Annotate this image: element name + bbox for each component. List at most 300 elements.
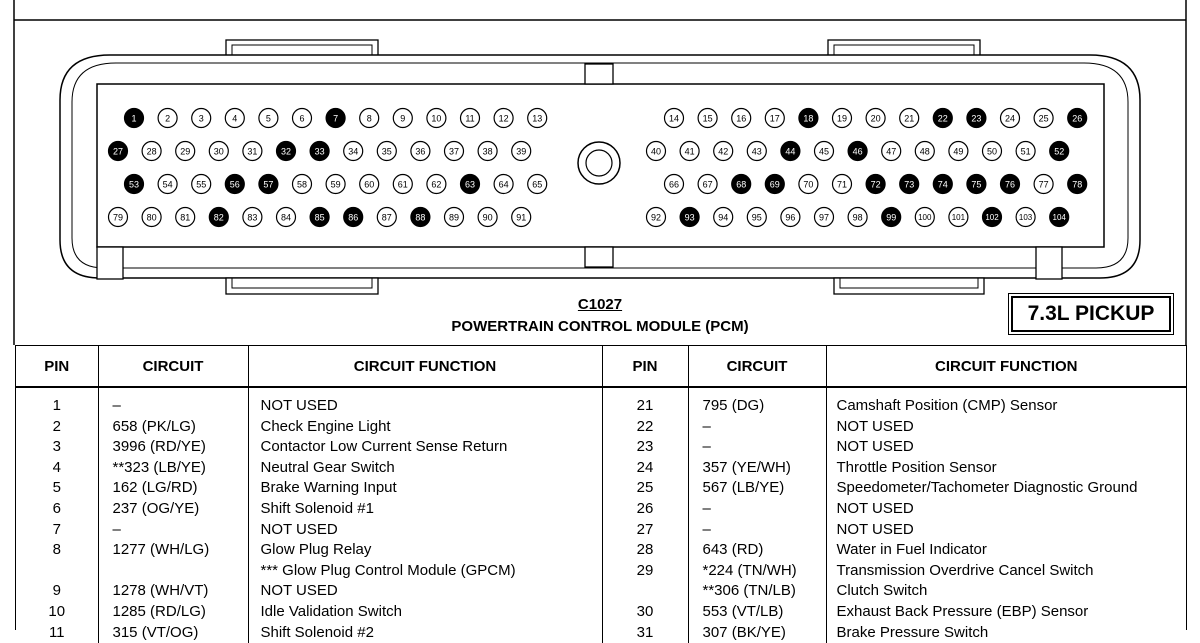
pin-label: 18 (803, 113, 814, 124)
pin-label: 28 (146, 146, 157, 157)
table-cell: Speedometer/Tachometer Diagnostic Ground (826, 478, 1186, 499)
pin-label: 58 (296, 179, 308, 190)
pin-26 (1068, 109, 1087, 128)
table-cell: 30 (602, 602, 688, 623)
table-cell: – (688, 417, 826, 438)
table-cell: Camshaft Position (CMP) Sensor (826, 387, 1186, 417)
pin-label: 104 (1052, 213, 1066, 222)
pin-64 (494, 175, 513, 194)
table-cell: – (688, 437, 826, 458)
pin-29 (176, 142, 195, 161)
pin-61 (393, 175, 412, 194)
table-cell (16, 561, 98, 582)
pin-27 (109, 142, 128, 161)
table-cell: Contactor Low Current Sense Return (248, 437, 602, 458)
pin-label: 53 (128, 179, 140, 190)
pin-label: 84 (280, 212, 292, 223)
pin-57 (259, 175, 278, 194)
table-row (16, 581, 1186, 602)
pin-label: 56 (229, 179, 240, 190)
pin-21 (900, 109, 919, 128)
top-key (585, 64, 613, 84)
table-cell: 658 (PK/LG) (98, 417, 248, 438)
pin-93 (680, 208, 699, 227)
pin-label: 75 (971, 179, 982, 190)
table-cell: Shift Solenoid #1 (248, 499, 602, 520)
table-cell: 27 (602, 520, 688, 541)
table-cell: 9 (52, 582, 61, 600)
pin-label: 37 (448, 146, 460, 157)
pin-label: 44 (785, 146, 796, 157)
pin-46 (848, 142, 867, 161)
pin-label: 21 (904, 113, 915, 124)
table-cell: Clutch Switch (826, 581, 1186, 602)
pin-label: 10 (431, 113, 442, 124)
pin-label: 86 (348, 212, 359, 223)
table-cell: 1 (52, 397, 61, 414)
pin-59 (326, 175, 345, 194)
table-cell: 567 (LB/YE) (688, 478, 826, 499)
pin-31 (243, 142, 262, 161)
table-cell: NOT USED (248, 520, 602, 541)
top-left-latch (226, 40, 378, 56)
pin-95 (747, 208, 766, 227)
pin-label: 95 (751, 212, 762, 223)
pin-label: 50 (986, 146, 998, 157)
table-cell: 237 (OG/YE) (98, 499, 248, 520)
pin-62 (427, 175, 446, 194)
pin-41 (680, 142, 699, 161)
table-row (16, 540, 1186, 561)
pin-78 (1068, 175, 1087, 194)
pin-label: 1 (131, 113, 137, 124)
pin-82 (209, 208, 228, 227)
pin-79 (109, 208, 128, 227)
pin-74 (933, 175, 952, 194)
pin-89 (445, 208, 464, 227)
table-row (16, 499, 1186, 520)
pin-label: 6 (299, 113, 305, 124)
pin-15 (698, 109, 717, 128)
pin-label: 88 (415, 212, 426, 223)
pin-20 (866, 109, 885, 128)
pin-label: 27 (112, 146, 124, 157)
table-cell: 2 (52, 417, 61, 435)
pin-label: 64 (498, 179, 509, 190)
pin-label: 26 (1072, 113, 1083, 124)
pin-10 (427, 109, 446, 128)
pin-label: 103 (1018, 213, 1033, 222)
pin-17 (765, 109, 784, 128)
pin-91 (512, 208, 531, 227)
pin-label: 61 (397, 179, 408, 190)
pin-label: 20 (870, 113, 881, 124)
pin-98 (848, 208, 867, 227)
pin-77 (1034, 175, 1053, 194)
table-cell: 1278 (WH/VT) (98, 581, 248, 602)
pin-90 (478, 208, 497, 227)
pin-49 (949, 142, 968, 161)
pin-label: 76 (1004, 179, 1016, 190)
pin-45 (815, 142, 834, 161)
table-cell: – (98, 387, 248, 417)
pin-63 (461, 175, 480, 194)
table-row (16, 602, 1186, 623)
pin-6 (293, 109, 312, 128)
connector-diagram (0, 0, 1200, 300)
pin-11 (461, 109, 480, 128)
pin-86 (344, 208, 363, 227)
pin-81 (176, 208, 195, 227)
pin-label: 17 (769, 113, 780, 124)
table-cell: 162 (LG/RD) (98, 478, 248, 499)
table-cell: – (688, 520, 826, 541)
pin-label: 69 (769, 179, 780, 190)
pin-2 (158, 109, 177, 128)
table-cell: Idle Validation Switch (248, 602, 602, 623)
pin-66 (665, 175, 684, 194)
pin-label: 14 (668, 113, 680, 124)
pin-103 (1016, 208, 1035, 227)
table-cell: 307 (BK/YE) (688, 623, 826, 643)
table-cell: 24 (602, 458, 688, 479)
table-cell: *224 (TN/WH) (688, 561, 826, 582)
pin-label: 72 (870, 179, 881, 190)
pin-label: 30 (213, 146, 224, 157)
pin-label: 40 (650, 146, 662, 157)
pin-label: 5 (265, 113, 271, 124)
table-cell: 795 (DG) (688, 387, 826, 417)
pin-label: 49 (953, 146, 964, 157)
table-cell: 553 (VT/LB) (688, 602, 826, 623)
table-cell: 23 (602, 437, 688, 458)
pin-53 (125, 175, 144, 194)
pin-label: 93 (684, 212, 695, 223)
table-cell (602, 581, 688, 602)
pin-label: 74 (937, 179, 948, 190)
pin-label: 35 (381, 146, 392, 157)
pin-75 (967, 175, 986, 194)
pin-label: 87 (381, 212, 392, 223)
table-cell: NOT USED (826, 437, 1186, 458)
pin-8 (360, 109, 379, 128)
pin-label: 89 (448, 212, 460, 223)
pin-label: 45 (818, 146, 830, 157)
column-header: PIN (16, 346, 98, 388)
table-cell: 25 (602, 478, 688, 499)
pin-70 (799, 175, 818, 194)
table-cell: 643 (RD) (688, 540, 826, 561)
table-cell: 1277 (WH/LG) (98, 540, 248, 561)
pin-3 (192, 109, 211, 128)
table-cell: **306 (TN/LB) (688, 581, 826, 602)
pin-label: 51 (1020, 146, 1031, 157)
pin-71 (833, 175, 852, 194)
bottom-left-latch (226, 278, 378, 294)
pin-56 (225, 175, 244, 194)
pin-39 (512, 142, 531, 161)
pin-19 (833, 109, 852, 128)
pin-23 (967, 109, 986, 128)
column-header: CIRCUIT FUNCTION (826, 346, 1186, 388)
pin-label: 77 (1038, 179, 1049, 190)
pin-label: 19 (836, 113, 848, 124)
table-cell: NOT USED (248, 387, 602, 417)
pin-label: 57 (263, 179, 274, 190)
pin-label: 12 (498, 113, 509, 124)
pin-100 (915, 208, 934, 227)
pin-60 (360, 175, 379, 194)
pin-34 (344, 142, 363, 161)
pin-1 (125, 109, 144, 128)
column-header: CIRCUIT (688, 346, 826, 388)
pin-label: 70 (803, 179, 814, 190)
pin-104 (1050, 208, 1069, 227)
pin-50 (983, 142, 1002, 161)
table-row (16, 623, 1186, 643)
pin-80 (142, 208, 161, 227)
pin-label: 60 (364, 179, 375, 190)
table-cell: Throttle Position Sensor (826, 458, 1186, 479)
table-cell: 10 (48, 602, 66, 620)
pin-label: 8 (366, 113, 372, 124)
pin-85 (310, 208, 329, 227)
pin-22 (933, 109, 952, 128)
pin-35 (377, 142, 396, 161)
column-header: CIRCUIT (98, 346, 248, 388)
pin-5 (259, 109, 278, 128)
table-cell: 4 (52, 458, 61, 476)
table-cell: 22 (602, 417, 688, 438)
table-cell: – (688, 499, 826, 520)
pin-18 (799, 109, 818, 128)
pin-68 (732, 175, 751, 194)
pin-label: 73 (904, 179, 915, 190)
pin-label: 101 (951, 213, 966, 222)
pin-label: 83 (247, 212, 258, 223)
pin-label: 25 (1038, 113, 1049, 124)
pin-9 (393, 109, 412, 128)
pin-label: 92 (650, 212, 662, 223)
table-cell: 315 (VT/OG) (98, 623, 248, 643)
pin-label: 41 (684, 146, 695, 157)
pin-label: 11 (465, 113, 475, 124)
pin-92 (647, 208, 666, 227)
table-cell: 28 (602, 540, 688, 561)
pin-7 (326, 109, 345, 128)
pin-97 (815, 208, 834, 227)
pin-label: 62 (431, 179, 442, 190)
table-header-row (16, 346, 1186, 388)
table-cell: Glow Plug Relay (248, 540, 602, 561)
pin-84 (277, 208, 296, 227)
pin-label: 66 (668, 179, 680, 190)
pin-label: 85 (314, 212, 325, 223)
pin-label: 90 (482, 212, 493, 223)
pin-label: 23 (971, 113, 982, 124)
connector-id: C1027 (577, 296, 623, 313)
pin-67 (698, 175, 717, 194)
pin-label: 63 (464, 179, 476, 190)
table-cell: Shift Solenoid #2 (248, 623, 602, 643)
table-cell: 31 (602, 623, 688, 643)
bottom-right-latch (834, 278, 984, 294)
pin-label: 100 (918, 213, 932, 222)
pin-33 (310, 142, 329, 161)
pin-label: 13 (532, 113, 543, 124)
pin-label: 68 (736, 179, 747, 190)
table-row (16, 520, 1186, 541)
pin-43 (747, 142, 766, 161)
table-cell (98, 561, 248, 582)
column-header: PIN (602, 346, 688, 388)
table-cell: Water in Fuel Indicator (826, 540, 1186, 561)
pin-88 (411, 208, 430, 227)
table-cell: Brake Pressure Switch (826, 623, 1186, 643)
table-cell: 29 (602, 561, 688, 582)
pin-87 (377, 208, 396, 227)
pin-label: 48 (919, 146, 930, 157)
left-tab (97, 247, 123, 279)
pin-96 (781, 208, 800, 227)
pin-47 (882, 142, 901, 161)
pin-label: 98 (852, 212, 863, 223)
table-row (16, 437, 1186, 458)
table-cell: NOT USED (826, 499, 1186, 520)
pin-37 (445, 142, 464, 161)
pin-label: 65 (532, 179, 543, 190)
pin-label: 59 (330, 179, 341, 190)
pin-99 (882, 208, 901, 227)
module-title: POWERTRAIN CONTROL MODULE (PCM) (451, 318, 749, 335)
pin-44 (781, 142, 800, 161)
table-cell: **323 (LB/YE) (98, 458, 248, 479)
pin-label: 3 (198, 113, 204, 124)
pin-38 (478, 142, 497, 161)
pin-25 (1034, 109, 1053, 128)
pin-label: 99 (886, 212, 897, 223)
pin-55 (192, 175, 211, 194)
table-cell: – (98, 520, 248, 541)
table-cell: Neutral Gear Switch (248, 458, 602, 479)
table-cell: 7 (52, 520, 61, 538)
pin-label: 78 (1072, 179, 1083, 190)
pin-65 (528, 175, 547, 194)
pin-label: 94 (718, 212, 729, 223)
pin-label: 79 (112, 212, 124, 223)
pin-label: 102 (985, 213, 999, 222)
pin-label: 47 (886, 146, 897, 157)
pin-label: 54 (162, 179, 173, 190)
pin-label: 43 (751, 146, 762, 157)
pin-label: 4 (232, 113, 238, 124)
pin-label: 55 (196, 179, 207, 190)
table-cell: Check Engine Light (248, 417, 602, 438)
pinout-table (16, 345, 1186, 643)
table-row (16, 417, 1186, 438)
table-cell: 357 (YE/WH) (688, 458, 826, 479)
column-header: CIRCUIT FUNCTION (248, 346, 602, 388)
pin-label: 15 (702, 113, 713, 124)
bottom-key (585, 247, 613, 267)
table-cell: Transmission Overdrive Cancel Switch (826, 561, 1186, 582)
pin-73 (900, 175, 919, 194)
pin-32 (277, 142, 296, 161)
pin-label: 22 (937, 113, 948, 124)
table-cell: Exhaust Back Pressure (EBP) Sensor (826, 602, 1186, 623)
pin-52 (1050, 142, 1069, 161)
pin-label: 33 (314, 146, 325, 157)
pin-label: 97 (818, 212, 830, 223)
pinout-table-wrap (15, 345, 1187, 641)
pin-label: 52 (1054, 146, 1065, 157)
pin-102 (983, 208, 1002, 227)
pin-label: 36 (415, 146, 426, 157)
right-tab (1036, 247, 1062, 279)
table-cell: 6 (52, 499, 61, 517)
pin-label: 9 (400, 113, 406, 124)
pin-label: 16 (736, 113, 747, 124)
table-cell: 5 (52, 479, 61, 497)
pin-28 (142, 142, 161, 161)
pin-label: 7 (333, 113, 339, 124)
table-cell: *** Glow Plug Control Module (GPCM) (248, 561, 602, 582)
pin-label: 82 (213, 212, 224, 223)
table-cell: 11 (48, 623, 65, 641)
pin-12 (494, 109, 513, 128)
pin-label: 80 (146, 212, 157, 223)
pin-76 (1001, 175, 1020, 194)
table-cell: NOT USED (826, 417, 1186, 438)
table-cell: 8 (52, 541, 61, 559)
table-row (16, 387, 1186, 417)
pin-label: 32 (280, 146, 292, 157)
table-row (16, 458, 1186, 479)
pin-label: 34 (348, 146, 359, 157)
table-row (16, 561, 1186, 582)
pin-72 (866, 175, 885, 194)
pin-label: 2 (165, 113, 171, 124)
table-cell: NOT USED (248, 581, 602, 602)
pin-101 (949, 208, 968, 227)
pin-51 (1016, 142, 1035, 161)
table-row (16, 478, 1186, 499)
table-cell: Brake Warning Input (248, 478, 602, 499)
table-cell: 3 (52, 438, 61, 456)
model-badge: 7.3L PICKUP (1011, 296, 1171, 332)
pin-label: 42 (718, 146, 729, 157)
pin-36 (411, 142, 430, 161)
pin-13 (528, 109, 547, 128)
table-cell: NOT USED (826, 520, 1186, 541)
pin-label: 67 (702, 179, 713, 190)
pin-label: 71 (836, 179, 848, 190)
pin-83 (243, 208, 262, 227)
pin-94 (714, 208, 733, 227)
top-right-latch (828, 40, 980, 56)
pin-14 (665, 109, 684, 128)
pin-30 (209, 142, 228, 161)
pin-label: 91 (516, 212, 527, 223)
table-cell: 21 (602, 387, 688, 417)
pin-label: 96 (785, 212, 796, 223)
table-cell: 3996 (RD/YE) (98, 437, 248, 458)
pin-48 (915, 142, 934, 161)
pin-label: 24 (1004, 113, 1016, 124)
pin-label: 39 (516, 146, 527, 157)
pin-label: 31 (247, 146, 258, 157)
table-cell: 1285 (RD/LG) (98, 602, 248, 623)
